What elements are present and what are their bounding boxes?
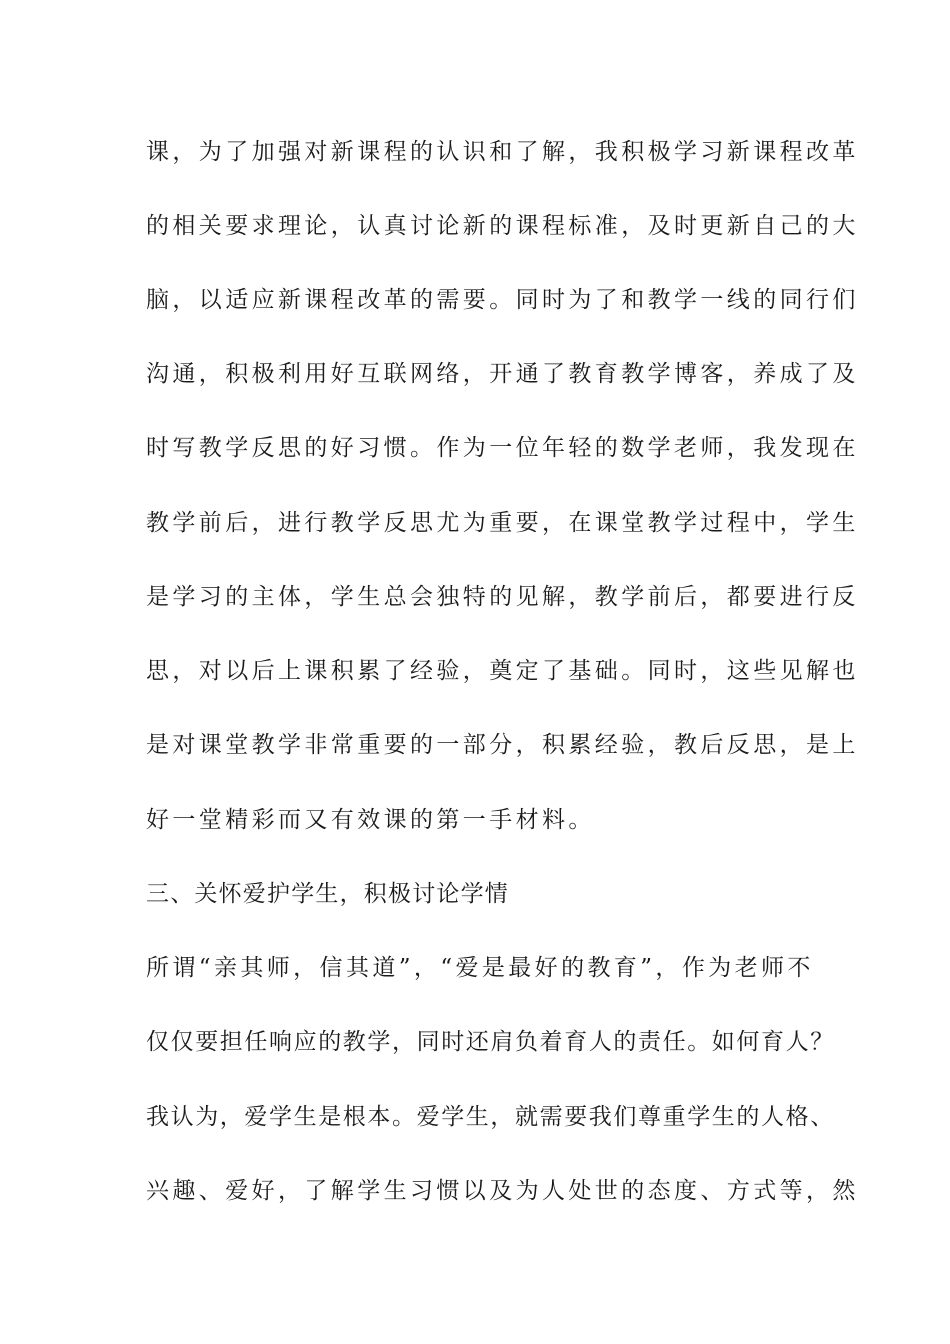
paragraph-line: 的相关要求理论，认真讨论新的课程标准，及时更新自己的大 xyxy=(146,213,859,239)
paragraph-line: 沟通，积极利用好互联网络，开通了教育教学博客，养成了及 xyxy=(146,361,859,387)
paragraph-line: 时写教学反思的好习惯。作为一位年轻的数学老师，我发现在 xyxy=(146,435,859,461)
paragraph-line: 我认为，爱学生是根本。爱学生，就需要我们尊重学生的人格、 xyxy=(146,1104,835,1130)
section-heading: 三、关怀爱护学生，积极讨论学情 xyxy=(146,881,509,907)
paragraph-line: 脑，以适应新课程改革的需要。同时为了和教学一线的同行们 xyxy=(146,287,859,313)
paragraph-line: 是学习的主体，学生总会独特的见解，教学前后，都要进行反 xyxy=(146,584,859,610)
paragraph-line: 仅仅要担任响应的教学，同时还肩负着育人的责任。如何育人？ xyxy=(146,1029,835,1055)
paragraph-line: 所谓“亲其师，信其道”，“爱是最好的教育”，作为老师不 xyxy=(146,955,814,981)
paragraph-line: 是对课堂教学非常重要的一部分，积累经验，教后反思，是上 xyxy=(146,732,859,758)
paragraph-line: 兴趣、爱好，了解学生习惯以及为人处世的态度、方式等，然 xyxy=(146,1178,859,1204)
paragraph-line: 教学前后，进行教学反思尤为重要，在课堂教学过程中，学生 xyxy=(146,510,859,536)
paragraph-line: 课，为了加强对新课程的认识和了解，我积极学习新课程改革 xyxy=(146,139,859,165)
paragraph-line: 好一堂精彩而又有效课的第一手材料。 xyxy=(146,807,595,833)
paragraph-line: 思，对以后上课积累了经验，奠定了基础。同时，这些见解也 xyxy=(146,658,859,684)
